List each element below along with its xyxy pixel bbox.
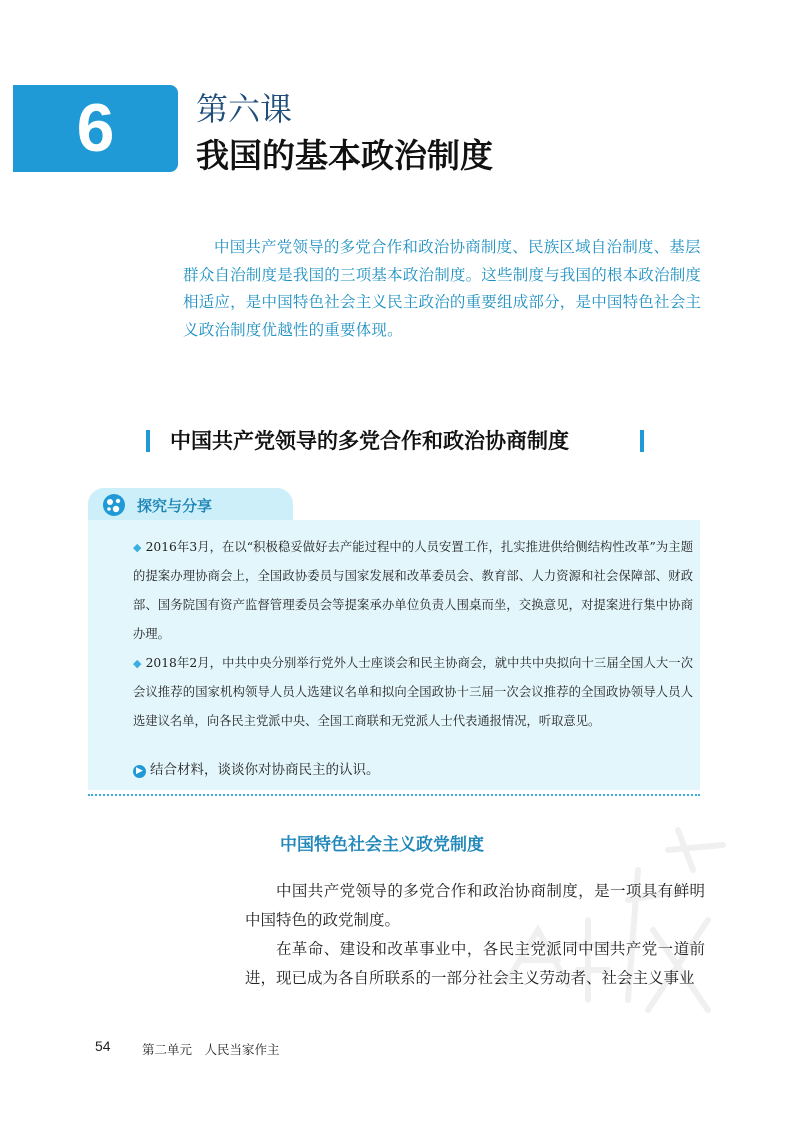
arrow-right-icon: ▶ [133, 765, 146, 778]
section-bar-left [146, 430, 150, 452]
subsection-heading: 中国特色社会主义政党制度 [280, 835, 484, 855]
explore-text [133, 533, 693, 736]
explore-paragraph [133, 649, 693, 736]
section-heading: 中国共产党领导的多党合作和政治协商制度 [170, 429, 569, 453]
discussion-prompt [133, 758, 380, 778]
lesson-intro: 中国共产党领导的多党合作和政治协商制度、民族区域自治制度、基层群众自治制度是我国的三项基本政治制度。这些制度与我国的根本政治制度相适应，是中国特色社会主义民主政治的重要组成部分，是中国特色社会主义政治制度优越性的重要体现。 [183, 238, 702, 339]
lesson-number: 6 [76, 90, 115, 166]
discussion-prompt-text: 结合材料，谈谈你对协商民主的认识。 [150, 762, 380, 778]
explore-paragraph-text: 2018年2月，中共中央分别举行党外人士座谈会和民主协商会，就中共中央拟向十三届全国人大一次会议推荐的国家机构领导人员人选建议名单和拟向全国政协十三届一次会议推荐的全国政协领导人员人选建议名单，向各民主党派中央、全国工商联和无党派人士代表通报情况，听取意见。 [133, 656, 693, 728]
divider [88, 794, 700, 796]
explore-paragraph [133, 533, 693, 649]
running-head: 第二单元 人民当家作主 [142, 1042, 280, 1057]
body-text [245, 877, 705, 993]
diamond-bullet-icon: ◆ [133, 657, 142, 670]
lesson-label: 第六课 [196, 90, 293, 128]
diamond-bullet-icon: ◆ [133, 541, 142, 554]
section-bar-right [640, 430, 644, 452]
body-paragraph: 中国共产党领导的多党合作和政治协商制度，是一项具有鲜明中国特色的政党制度。 [245, 882, 705, 929]
page-number: 54 [95, 1038, 111, 1054]
body-paragraph: 在革命、建设和改革事业中，各民主党派同中国共产党一道前进，现已成为各自所联系的一部分社会主义劳动者、社会主义事业 [245, 940, 705, 987]
explore-icon [101, 492, 127, 518]
explore-paragraph-text: 2016年3月，在以“积极稳妥做好去产能过程中的人员安置工作，扎实推进供给侧结构性改革”为主题的提案办理协商会上，全国政协委员与国家发展和改革委员会、教育部、人力资源和社会保障部、财政部、国务院国有资产监督管理委员会等提案承办单位负责人围桌而坐，交换意见，对提案进行集中协商办理。 [133, 540, 693, 641]
lesson-title: 我国的基本政治制度 [196, 136, 493, 175]
explore-label: 探究与分享 [137, 497, 213, 515]
